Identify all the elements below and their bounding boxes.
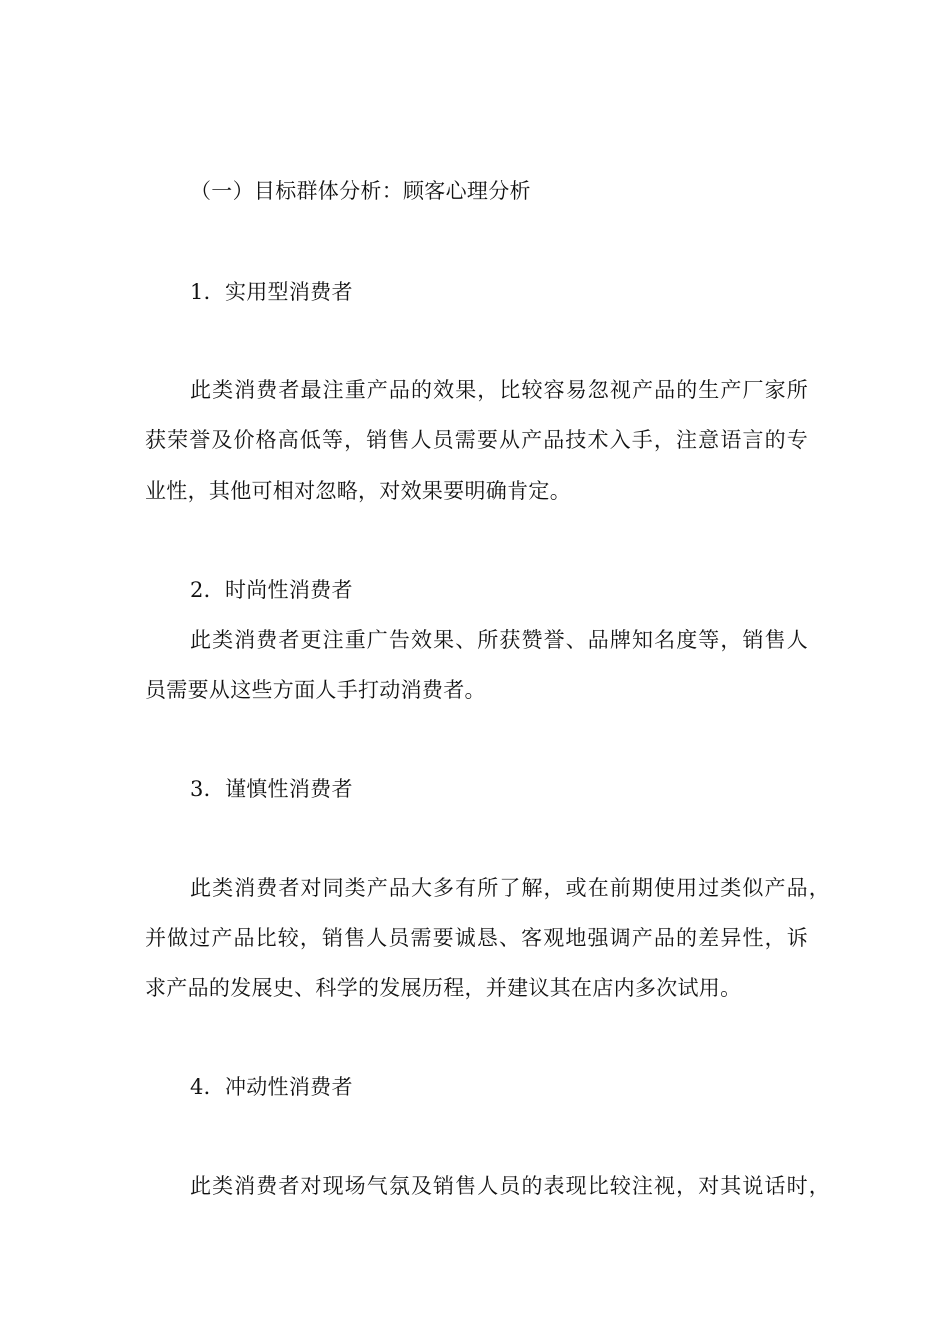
item-3-line-3: 求产品的发展史、科学的发展历程，并建议其在店内多次试用。 (145, 976, 742, 1000)
item-2-line-1: 此类消费者更注重广告效果、所获赞誉、品牌知名度等，销售人 (190, 628, 808, 652)
item-3-heading: 3．谨慎性消费者 (190, 777, 353, 801)
item-4-heading: 4．冲动性消费者 (190, 1075, 353, 1099)
item-1-line-2: 获荣誉及价格高低等，销售人员需要从产品技术入手，注意语言的专 (145, 428, 808, 452)
item-2-heading: 2．时尚性消费者 (190, 578, 353, 602)
item-1-line-3: 业性，其他可相对忽略，对效果要明确肯定。 (145, 479, 571, 503)
item-2-line-2: 员需要从这些方面人手打动消费者。 (145, 678, 486, 702)
item-3-line-2: 并做过产品比较，销售人员需要诚恳、客观地强调产品的差异性，诉 (145, 926, 808, 950)
item-1-heading: 1．实用型消费者 (190, 280, 353, 304)
item-1-line-1: 此类消费者最注重产品的效果，比较容易忽视产品的生产厂家所 (190, 378, 808, 402)
item-3-line-1: 此类消费者对同类产品大多有所了解，或在前期使用过类似产品， (190, 876, 830, 900)
item-4-line-1: 此类消费者对现场气氛及销售人员的表现比较注视，对其说话时， (190, 1174, 830, 1198)
section-heading: （一）目标群体分析：顾客心理分析 (190, 179, 531, 203)
